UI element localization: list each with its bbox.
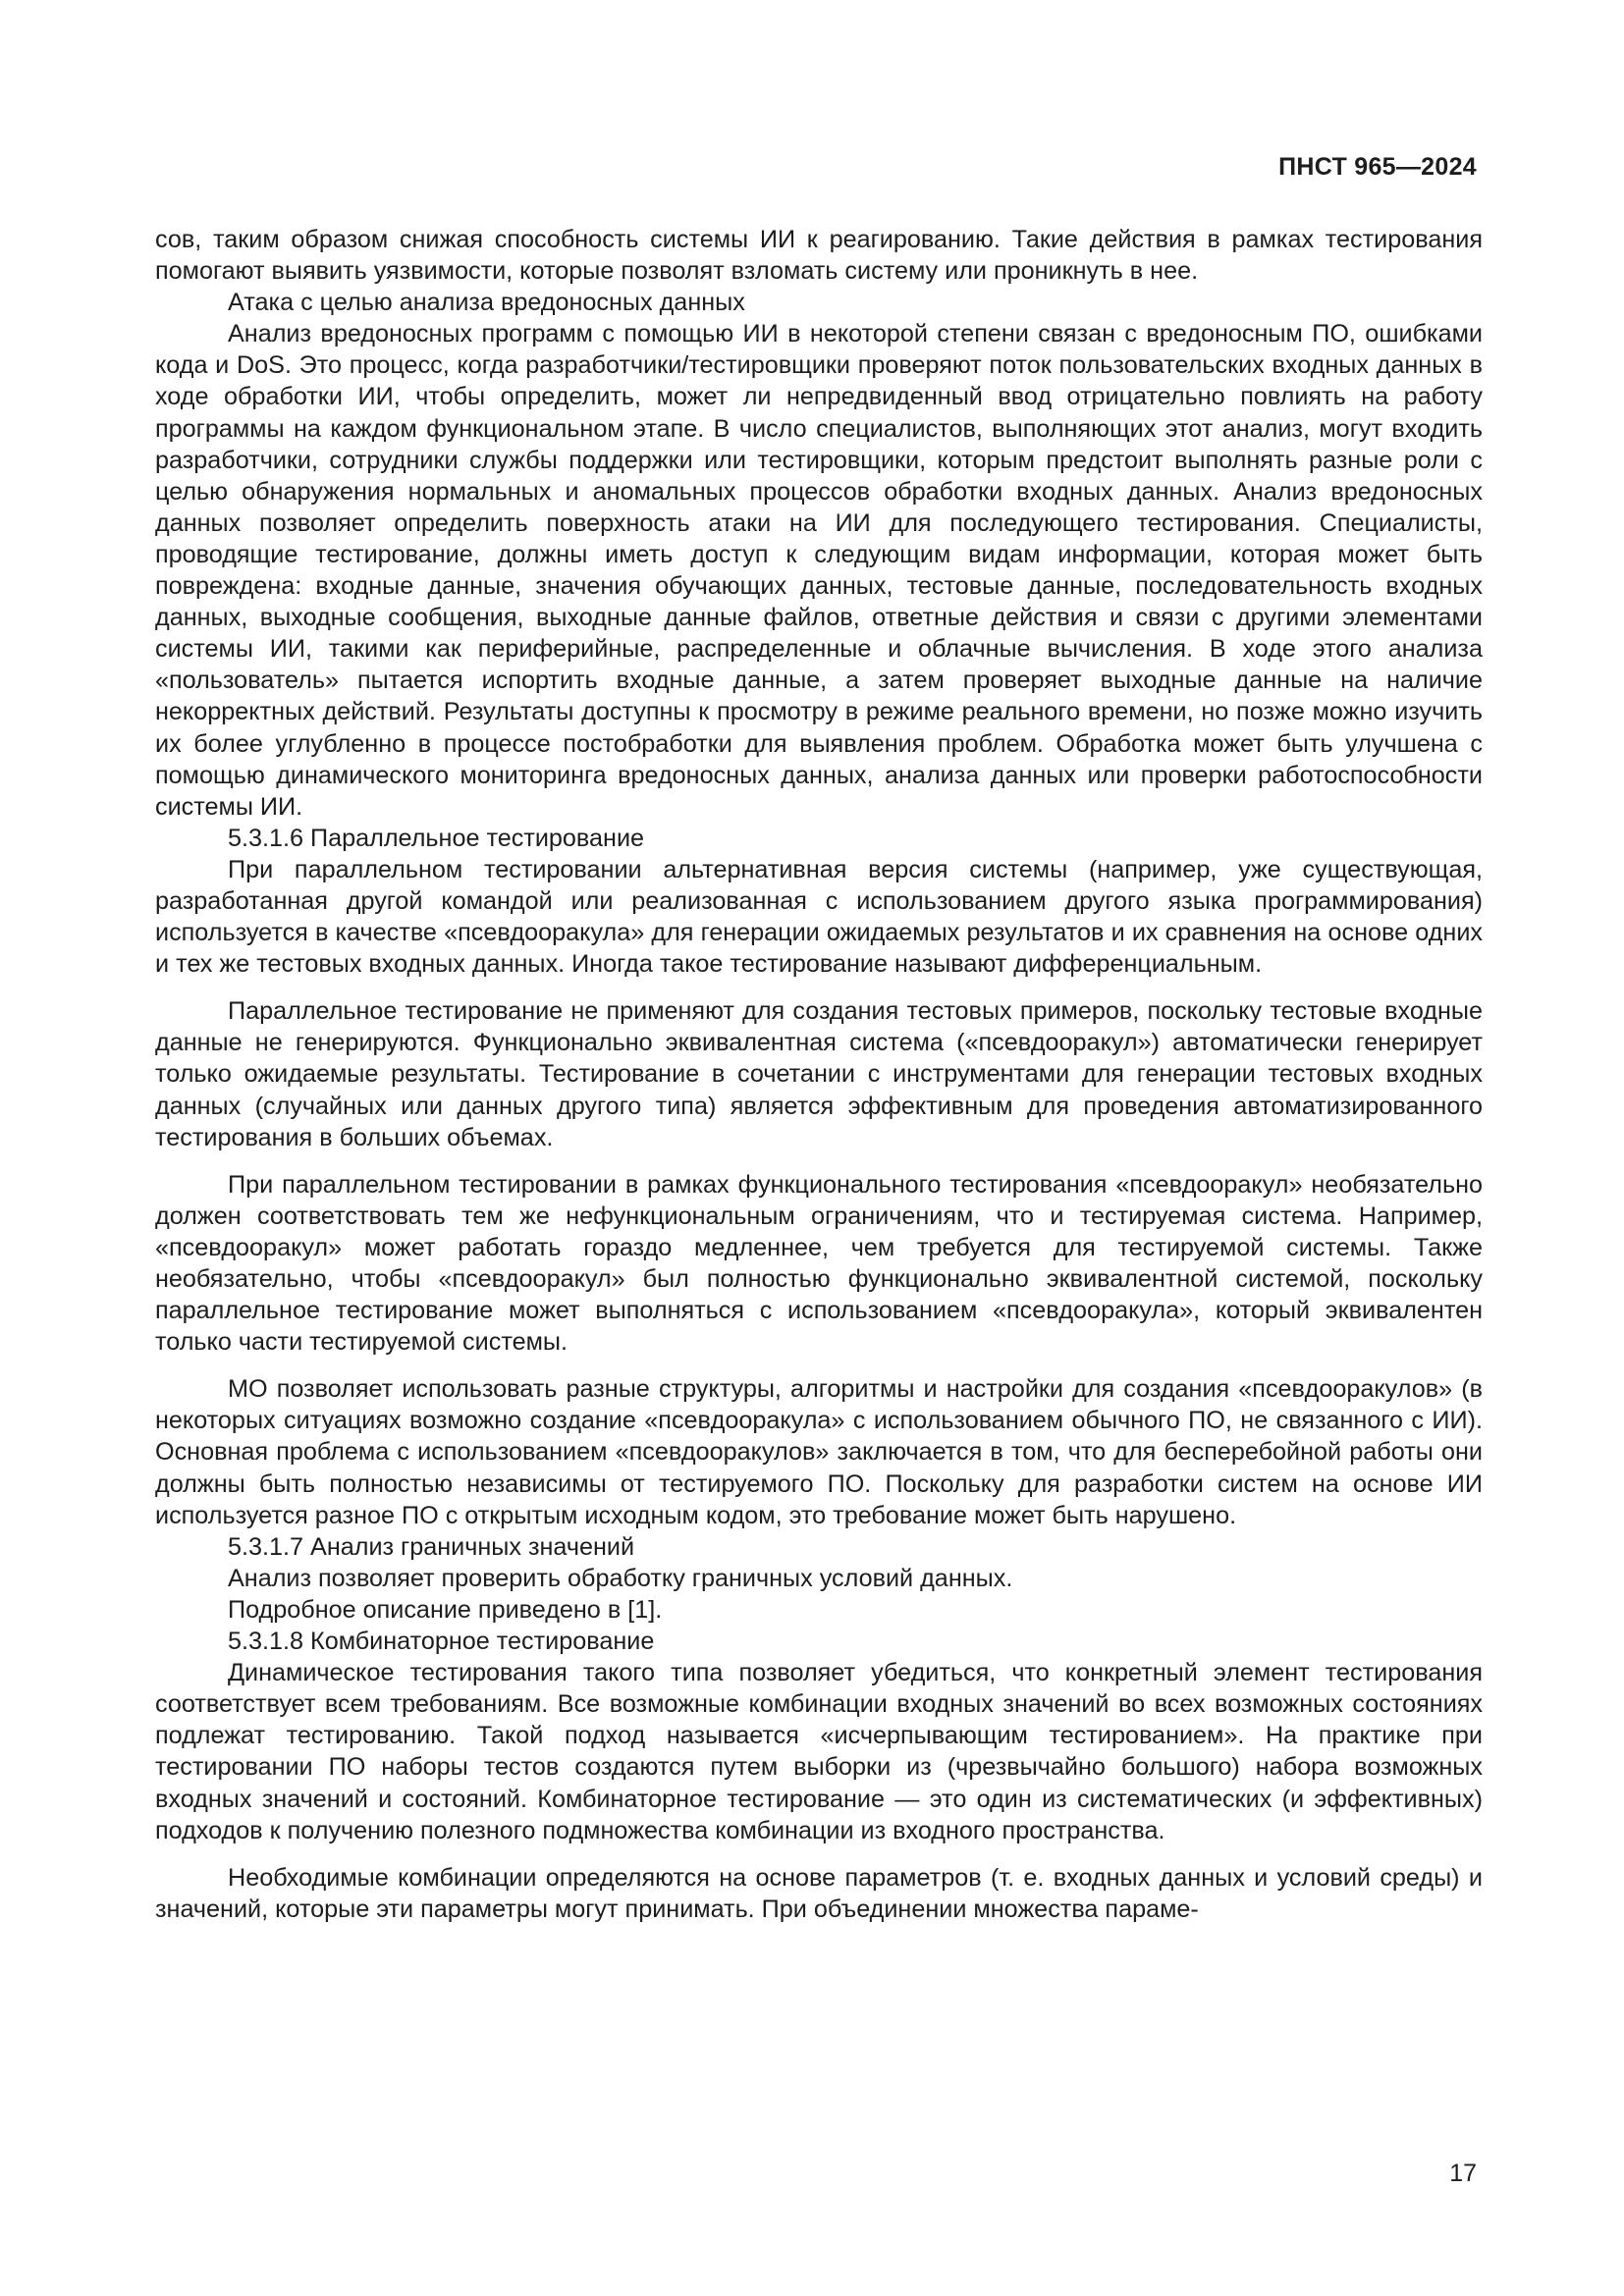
- paragraph-parallel-testing-2: Параллельное тестирование не применяют для создания тестовых примеров, поскольку тестовые входные данные не генерируются. Функционально эквивалентная система («псевдооракул») автоматически генерирует только ожидаемые результаты. Тестирование в сочетании с инструментами для генерации тестовых входных данных (случайных или данных другого типа) является эффективным для проведения автоматизированного тестирования в больших объемах.: [155, 997, 1483, 1151]
- paragraph-parallel-testing-4: МО позволяет использовать разные структуры, алгоритмы и настройки для создания «псевдооракулов» (в некоторых ситуациях возможно создание «псевдооракула» с использованием обычного ПО, не связанного с ИИ). Основная проблема с использованием «псевдооракулов» заключается в том, что для бесперебойной работы они должны быть полностью независимы от тестируемого ПО. Поскольку для разработки систем на основе ИИ используется разное ПО с открытым исходным кодом, это требование может быть нарушено.: [155, 1375, 1483, 1529]
- paragraph-combinatorial-testing-1: Динамическое тестирования такого типа позволяет убедиться, что конкретный элемент тестирования соответствует всем требованиям. Все возможные комбинации входных значений во всех возможных состояниях подлежат тестированию. Такой подход называется «исчерпывающим тестированием». На практике при тестировании ПО наборы тестов создаются путем выборки из (чрезвычайно большого) набора возможных входных значений и состояний. Комбинаторное тестирование — это один из систематических (и эффективных) подходов к получению полезного подмножества комбинации из входного пространства.: [155, 1659, 1483, 1844]
- paragraph-continuation: сов, таким образом снижая способность системы ИИ к реагированию. Такие действия в рамках тестирования помогают выявить уязвимости, которые позволят взломать систему или проникнуть в нее.: [155, 226, 1483, 286]
- section-heading-5-3-1-8: 5.3.1.8 Комбинаторное тестирование: [228, 1628, 655, 1656]
- paragraph-combinatorial-testing-2: Необходимые комбинации определяются на основе параметров (т. е. входных данных и условий среды) и значений, которые эти параметры могут принимать. При объединении множества параме-: [155, 1863, 1483, 1923]
- paragraph-boundary-analysis: Анализ позволяет проверить обработку граничных условий данных.: [228, 1564, 1013, 1592]
- paragraph-malicious-data-analysis: Анализ вредоносных программ с помощью ИИ в некоторой степени связан с вредоносным ПО, ошибками кода и DoS. Это процесс, когда разработчики/тестировщики проверяют поток пользовательских входных данных в ходе обработки ИИ, чтобы определить, может ли непредвиденный ввод отрицательно повлиять на работу программы на каждом функциональном этапе. В число специалистов, выполняющих этот анализ, могут входить разработчики, сотрудники службы поддержки или тестировщики, которым предстоит выполнять разные роли с целью обнаружения нормальных и аномальных процессов обработки входных данных. Анализ вредоносных данных позволяет определить поверхность атаки на ИИ для последующего тестирования. Специалисты, проводящие тестирование, должны иметь доступ к следующим видам информации, которая может быть повреждена: входные данные, значения обучающих данных, тестовые данные, последовательность входных данных, выходные сообщения, выходные данные файлов, ответные действия и связи с другими элементами системы ИИ, такими как периферийные, распределенные и облачные вычисления. В ходе этого анализа «пользователь» пытается испортить входные данные, а затем проверяет выходные данные на наличие некорректных действий. Результаты доступны к просмотру в режиме реального времени, но позже можно изучить их более углубленно в процессе постобработки для выявления проблем. Обработка может быть улучшена с помощью динамического мониторинга вредоносных данных, анализа данных или проверки работоспособности системы ИИ.: [155, 320, 1483, 821]
- paragraph-reference: Подробное описание приведено в [1].: [228, 1595, 663, 1624]
- section-heading-5-3-1-6: 5.3.1.6 Параллельное тестирование: [228, 824, 645, 852]
- page-number: 17: [1449, 2160, 1477, 2187]
- paragraph-parallel-testing-1: При параллельном тестировании альтернативная версия системы (например, уже существующая, разработанная другой командой или реализованная с использованием другого языка программирования) используется в качестве «псевдооракула» для генерации ожидаемых результатов и их сравнения на основе одних и тех же тестовых входных данных. Иногда такое тестирование называют дифференциальным.: [155, 855, 1483, 979]
- subheading-malicious-data-analysis: Атака с целью анализа вредоносных данных: [228, 289, 745, 317]
- paragraph-parallel-testing-3: При параллельном тестировании в рамках функционального тестирования «псевдооракул» необязательно должен соответствовать тем же нефункциональным ограничениям, что и тестируемая система. Например, «псевдооракул» может работать гораздо медленнее, чем требуется для тестируемой системы. Также необязательно, чтобы «псевдооракул» был полностью функционально эквивалентной системой, поскольку параллельное тестирование может выполняться с использованием «псевдооракула», который эквивалентен только части тестируемой системы.: [155, 1170, 1483, 1357]
- body-text: [155, 224, 1483, 1925]
- document-code: ПНСТ 965—2024: [1278, 153, 1477, 181]
- section-heading-5-3-1-7: 5.3.1.7 Анализ граничных значений: [228, 1532, 635, 1561]
